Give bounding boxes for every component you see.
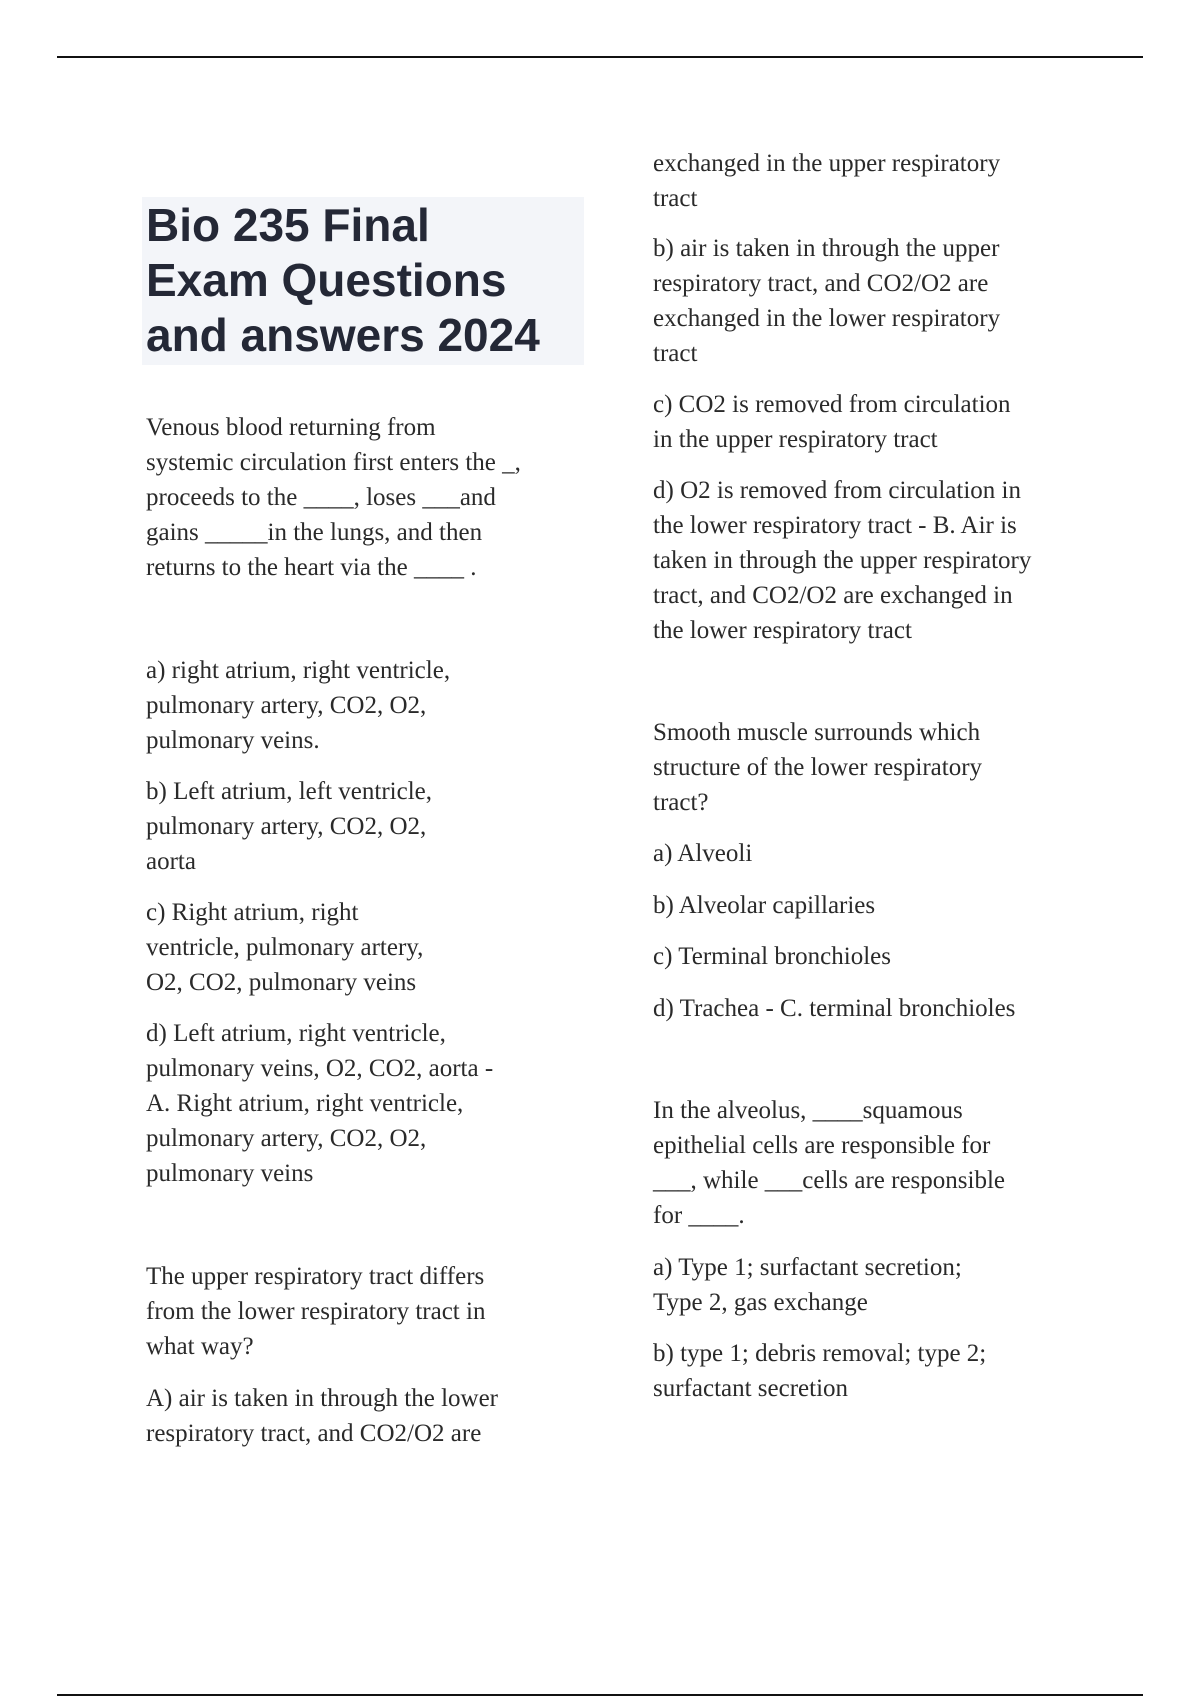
question-2-option-d: d) O2 is removed from circulation in the lower respiratory tract - B. Air is taken in through the upper respiratory tract, and CO2/O2 are exchanged in the lower respiratory tract <box>653 477 1032 644</box>
footer-rule <box>57 1694 1143 1696</box>
header-rule <box>57 56 1143 58</box>
document-title: Bio 235 Final Exam Questions and answers 2024 <box>146 199 540 361</box>
question-2-stem: The upper respiratory tract differs from the lower respiratory tract in what way? <box>146 1263 486 1360</box>
question-3-option-c: c) Terminal bronchioles <box>653 943 891 970</box>
question-2-option-a-start: A) air is taken in through the lower respiratory tract, and CO2/O2 are <box>146 1385 498 1447</box>
question-4-stem: In the alveolus, ____squamous epithelial cells are responsible for ___, while ___cells are responsible for ____. <box>653 1097 1005 1229</box>
question-1-stem: Venous blood returning from systemic circulation first enters the _, proceeds to the ____, loses ___and gains _____in the lungs, and then returns to the heart via the ____ . <box>146 414 521 581</box>
question-4-option-b: b) type 1; debris removal; type 2; surfactant secretion <box>653 1340 987 1402</box>
question-2-option-a-end: exchanged in the upper respiratory tract <box>653 150 1001 212</box>
question-3-stem: Smooth muscle surrounds which structure of the lower respiratory tract? <box>653 719 983 816</box>
question-2-option-c: c) CO2 is removed from circulation in the upper respiratory tract <box>653 391 1011 453</box>
question-1-option-a: a) right atrium, right ventricle, pulmonary artery, CO2, O2, pulmonary veins. <box>146 657 451 754</box>
question-4-option-a: a) Type 1; surfactant secretion; Type 2, gas exchange <box>653 1254 962 1316</box>
question-2-option-b: b) air is taken in through the upper respiratory tract, and CO2/O2 are exchanged in the lower respiratory tract <box>653 235 1001 367</box>
question-3-option-a: a) Alveoli <box>653 840 753 867</box>
question-1-option-d: d) Left atrium, right ventricle, pulmonary veins, O2, CO2, aorta - A. Right atrium, right ventricle, pulmonary artery, CO2, O2, pulmonary veins <box>146 1020 494 1187</box>
question-1-option-c: c) Right atrium, right ventricle, pulmonary artery, O2, CO2, pulmonary veins <box>146 899 424 996</box>
question-3-option-b: b) Alveolar capillaries <box>653 892 876 919</box>
question-3-option-d: d) Trachea - C. terminal bronchioles <box>653 995 1016 1022</box>
question-1-option-b: b) Left atrium, left ventricle, pulmonary artery, CO2, O2, aorta <box>146 778 432 875</box>
